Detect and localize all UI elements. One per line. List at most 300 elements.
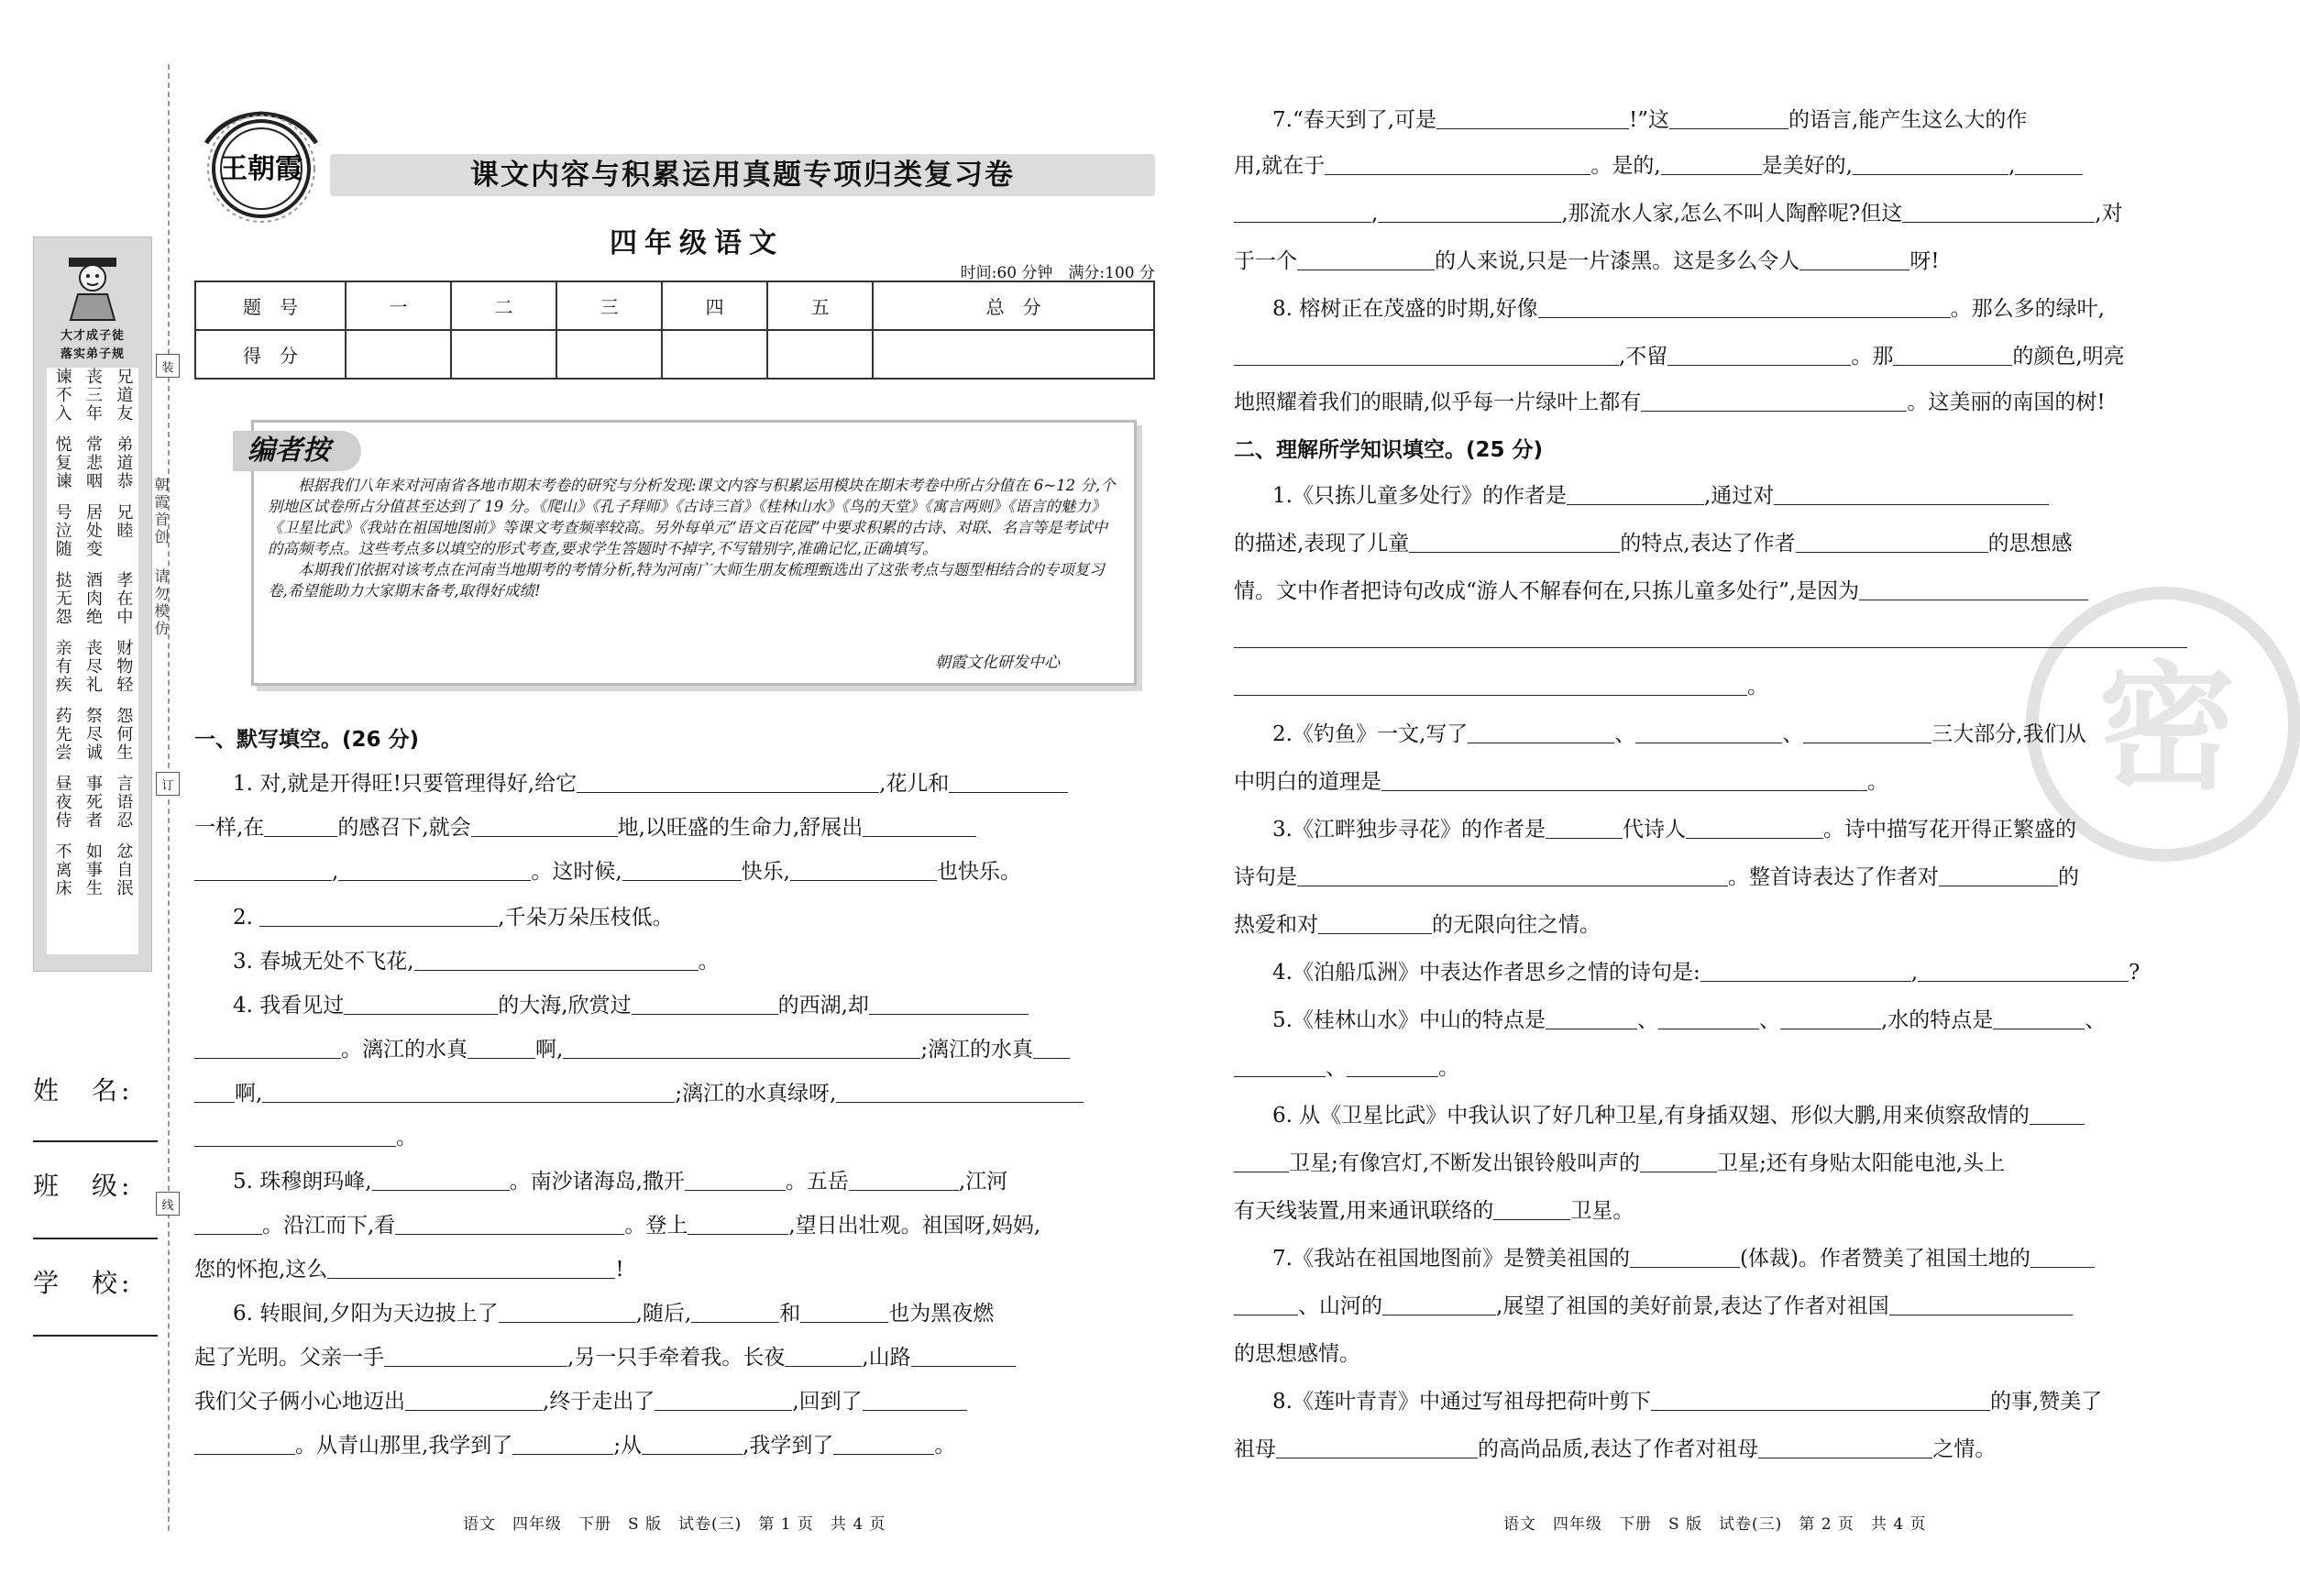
blank[interactable] [1669,108,1788,129]
score-input[interactable] [556,330,662,379]
question-text: 、 [1758,1008,1780,1032]
blank[interactable] [194,1126,396,1147]
blank[interactable] [1780,1008,1881,1029]
question-line [194,1432,955,1459]
question-text: ,江河 [958,1170,1008,1194]
question-line [233,770,1068,798]
blank[interactable] [1803,722,1931,743]
question-line [194,1124,417,1151]
blank[interactable] [1234,627,2187,648]
blank[interactable] [1409,532,1620,553]
question-text: 4. 我看见过 [233,994,345,1018]
blank[interactable] [1774,484,2049,505]
blank[interactable] [194,1434,295,1455]
blank[interactable] [1033,1038,1070,1059]
question-text: 是美好的, [1761,154,1853,178]
blank[interactable] [833,1434,934,1455]
blank[interactable] [1661,154,1762,175]
question-text: 、 [1782,722,1804,746]
editor-note-tag: 编者按 [233,431,361,471]
name-field[interactable] [33,1140,158,1142]
vertical-note-2: 请勿模仿 [152,568,170,638]
score-cell: 五 [767,281,873,330]
page-footer-right: 语文 四年级 下册 S 版 试卷(三) 第 2 页 共 4 页 [1503,1515,1927,1534]
blank[interactable] [836,1082,1084,1103]
blank[interactable] [1276,1437,1478,1458]
question-text: 的 [2058,865,2079,889]
question-line [1272,816,2076,843]
question-text: 6. 转眼间,夕阳为天边披上了 [233,1302,499,1326]
question-text: 的大海,欣赏过 [498,994,632,1018]
question-text: !”这 [1629,108,1670,132]
question-text: 。 [1438,1056,1459,1080]
blank[interactable] [790,860,937,881]
editor-note-signature: 朝霞文化研发中心 [935,654,1060,672]
blank[interactable] [949,772,1068,793]
motto-text: 丧尽礼 [83,639,103,694]
question-text: 热爱和对 [1234,913,1318,937]
question-line [1234,1436,1996,1463]
question-text: 地,以旺盛的生命力,舒展出 [617,816,864,840]
logo-text: 王朝霞 [220,153,303,185]
question-text: 。是的, [1590,154,1661,178]
question-text: 啊, [235,1082,263,1106]
blank[interactable] [344,994,498,1015]
question-line [1272,1245,2095,1272]
motto-text: 亲有疾 [52,639,72,694]
question-text: ,花儿和 [879,772,950,796]
question-line [233,948,720,975]
motto-text: 挞无怨 [52,571,72,626]
score-cell: 二 [451,281,556,330]
blank[interactable] [911,1346,1016,1367]
question-text: 。南沙诸海岛,撒开 [509,1170,685,1194]
question-text: 您的怀抱,这么 [194,1258,328,1282]
question-text: 。 [934,1434,956,1458]
question-text: ,另一只手牵着我。长夜 [567,1346,786,1370]
blank[interactable] [1799,249,1909,270]
blank[interactable] [395,1214,624,1235]
score-header-row [195,281,1154,330]
question-text: 、 [1636,1008,1658,1032]
binder-mark: 线 [156,1192,180,1216]
score-input[interactable] [346,330,451,379]
motto-text: 如事生 [83,842,103,897]
question-line [1234,1150,2005,1177]
blank[interactable] [1796,532,1988,553]
blank[interactable] [264,816,337,837]
question-line [1234,200,2123,227]
motto-title-1: 大才成子徒 [60,329,125,343]
question-text: , [1910,961,1919,985]
blank[interactable] [1546,818,1623,839]
motto-text: 事死者 [83,775,103,830]
motto-text: 忿自泯 [114,842,134,897]
blank[interactable] [1859,579,2088,600]
score-table [194,281,1155,380]
motto-text: 居处变 [83,503,103,558]
question-text: 的无限向往之情。 [1432,913,1601,937]
question-text: 呀! [1909,249,1940,273]
question-text: 也为黑夜燃 [888,1302,995,1326]
blank[interactable] [194,1214,262,1235]
question-text: 8. 榕树正在茂盛的时期,好像 [1272,297,1538,321]
question-line [1234,673,1768,700]
motto-group [47,571,138,626]
question-line [1234,248,1940,275]
question-text: 6. 从《卫星比武》中我认识了好几种卫星,有身插双翅、形似大鹏,用来侦察敌情的 [1272,1104,2030,1128]
motto-text: 药先尝 [52,707,72,762]
score-input[interactable] [451,330,556,379]
school-label: 学 校: [33,1268,134,1298]
brand-logo [188,106,335,226]
question-line [1234,1054,1459,1082]
blank[interactable] [869,994,1029,1015]
page-title: 课文内容与积累运用真题专项归类复习卷 [470,159,1015,192]
question-line [1272,295,2105,323]
motto-title-2: 落实弟子规 [60,347,125,361]
question-text: ,展望了祖国的美好前景,表达了作者对祖国 [1496,1294,1889,1318]
blank[interactable] [384,1346,567,1367]
blank[interactable] [1297,865,1728,886]
question-text: 、 [1326,1056,1347,1080]
blank[interactable] [1234,1294,1298,1315]
motto-text: 酒肉绝 [83,571,103,626]
question-text: 的描述,表现了儿童 [1234,532,1410,556]
motto-text: 怨何生 [114,707,134,762]
blank[interactable] [262,1082,675,1103]
question-text: 的感召下,就会 [337,816,471,840]
blank[interactable] [414,950,699,971]
question-text: 起了光明。父亲一手 [194,1346,384,1370]
blank[interactable] [1640,1151,1717,1172]
question-line [194,1036,1070,1063]
question-text: 也快乐。 [936,860,1021,884]
subject-title: 四年级语文 [610,227,784,259]
blank[interactable] [1538,297,1951,318]
question-text: 地照耀着我们的眼睛,似乎每一片绿叶上都有 [1234,391,1642,414]
question-text: , [1371,202,1379,226]
question-line [233,904,674,931]
motto-text: 昼夜侍 [52,775,72,830]
blank[interactable] [1234,202,1371,223]
score-input[interactable] [767,330,873,379]
section2-heading: 二、理解所学知识填空。(25 分) [1234,438,1544,462]
question-text: 情。文中作者把诗句改成“游人不解春何在,只拣儿童多处行”,是因为 [1234,579,1860,603]
question-text: 3. 春城无处不飞花, [233,950,414,974]
question-text: 3.《江畔独步寻花》的作者是 [1272,818,1546,842]
binder-mark: 装 [156,354,180,378]
question-text: 之情。 [1932,1437,1997,1461]
motto-text: 孝在中 [114,571,134,626]
question-text: ,终于走出了 [543,1390,655,1414]
question-text: 的思想感 [1987,532,2073,556]
question-line [1234,343,2125,370]
question-text: ,那流水人家,怎么不叫人陶醉呢?但这 [1561,202,1903,226]
question-text: 2.《钓鱼》一文,写了 [1272,722,1469,746]
blank[interactable] [194,860,332,881]
blank[interactable] [685,1170,786,1191]
question-text: 三大部分,我们从 [1931,722,2086,746]
blank[interactable] [1567,484,1704,505]
blank[interactable] [1686,818,1823,839]
question-text: 快乐, [741,860,790,884]
motto-group [47,639,138,694]
blank[interactable] [691,1302,779,1323]
motto-text: 言语忍 [114,775,134,830]
blank[interactable] [1893,345,2012,366]
question-text: 我们父子俩小心地迈出 [194,1390,405,1414]
blank[interactable] [338,860,531,881]
question-text: 。这美丽的南国的树! [1907,391,2106,414]
binding-dashed-line [168,64,170,1531]
blank[interactable] [1493,1199,1570,1220]
question-text: 。那么多的绿叶, [1950,297,2105,321]
editor-note-para: 本期我们依据对该考点在河南当地期考的考情分析,特为河南广大师生朋友梳理甄选出了这张考点与题型相结合的专项复习卷,希望能助力大家期末备考,取得好成绩! [268,561,1105,600]
blank[interactable] [1700,961,1911,982]
blank[interactable] [1234,1056,1326,1077]
blank[interactable] [622,860,742,881]
question-line [1272,482,2049,510]
question-line [194,814,976,842]
question-text: 8.《莲叶青青》中通过写祖母把荷叶剪下 [1272,1390,1651,1414]
question-line [194,858,1021,886]
question-text: 的特点,表达了作者 [1620,532,1796,556]
blank[interactable] [863,816,976,837]
question-line [194,1080,1084,1107]
blank[interactable] [194,1082,235,1103]
class-label: 班 级: [33,1171,134,1201]
question-text: 7.《我站在祖国地图前》是赞美祖国的 [1272,1247,1630,1271]
blank[interactable] [405,1390,543,1411]
blank[interactable] [1325,154,1590,175]
question-line [1272,721,2086,748]
blank[interactable] [655,1390,792,1411]
question-text: 1.《只拣儿童多处行》的作者是 [1272,484,1567,508]
question-text: ;漓江的水真绿呀, [675,1082,837,1106]
question-text: , [2008,154,2016,178]
editor-note-para: 根据我们八年来对河南省各地市期末考卷的研究与分析发现:课文内容与积累运用模块在期末考卷中所占分值在 6~12 分,个别地区试卷所占分值甚至达到了 19 分。《爬山》《孔子拜师》《古诗三首》《桂林山水》《鸟的天堂》《寓言两则》《语言的魅力》《卫星比武》《我站在祖国地图前》等课文考查频率较高。另外每单元“语文百花园”中要求积累的古诗、对联、名言等是考试中的高频考点。这些考点多以填空的形式考查,要求学生答题时不掉字,不写错别字,准确记忆,正确填写。 [268,477,1116,557]
motto-group [47,707,138,762]
score-input[interactable] [662,330,767,379]
question-text: 一样,在 [194,816,265,840]
blank[interactable] [1378,202,1561,223]
editor-note-body [268,475,1120,601]
school-field[interactable] [33,1335,158,1337]
question-text: 的事,赞美了 [1989,1390,2103,1414]
blank[interactable] [577,772,879,793]
name-label: 姓 名: [33,1075,134,1106]
question-text: 中明白的道理是 [1234,770,1381,794]
question-text: 。 [1747,675,1768,699]
blank[interactable] [785,1346,862,1367]
blank[interactable] [2015,154,2083,175]
motto-panel [33,237,152,972]
question-line [1234,389,2106,416]
score-cell: 四 [662,281,767,330]
question-line [1272,1102,2085,1129]
blank[interactable] [642,1434,743,1455]
question-line [194,1388,967,1415]
blank[interactable] [194,1038,341,1059]
question-line [1272,1007,2106,1034]
blank[interactable] [1234,1151,1289,1172]
question-text: ;从 [613,1434,643,1458]
motto-text: 财物轻 [114,639,134,694]
blank[interactable] [632,994,778,1015]
motto-text: 兄睦 [114,503,134,540]
question-line [194,1212,1040,1239]
motto-text: 弟道恭 [114,435,134,490]
question-text: ,山路 [862,1346,911,1370]
binder-mark: 订 [156,772,180,796]
motto-group [47,435,138,490]
question-text: ;漓江的水真 [920,1038,1034,1062]
blank[interactable] [1347,1056,1438,1077]
question-text: 于一个 [1234,249,1297,273]
motto-group [47,842,138,897]
blank[interactable] [1853,154,2008,175]
question-text: 。登上 [624,1214,688,1238]
question-text: 和 [779,1302,801,1326]
question-text: 。五岳 [785,1170,849,1194]
blank[interactable] [471,816,618,837]
question-text: 卫星;有像宫灯,不断发出银铃般叫声的 [1289,1151,1641,1175]
motto-text: 丧三年 [83,368,103,423]
question-line [1234,1197,1634,1225]
motto-text: 谏不入 [52,368,72,423]
question-text: 的语言,能产生这么大的作 [1788,108,2028,132]
question-text: 有天线装置,用来通讯联络的 [1234,1199,1494,1223]
question-line [233,1300,994,1327]
question-text: 的西湖,却 [777,994,869,1018]
blank[interactable] [863,1390,967,1411]
blank[interactable] [1918,961,2129,982]
blank[interactable] [1630,1247,1740,1268]
question-text: 、 [2085,1008,2107,1032]
motto-text: 兄道友 [114,368,134,423]
question-text: ,回到了 [792,1390,863,1414]
motto-text: 号泣随 [52,503,72,558]
question-line [1234,578,2088,605]
blank[interactable] [1468,722,1614,743]
blank[interactable] [1939,865,2058,886]
blank[interactable] [2030,1104,2085,1125]
question-text: ,水的特点是 [1880,1008,1994,1032]
question-text: 。沿江而下,看 [262,1214,396,1238]
question-text: 、 [1614,722,1636,746]
section1-heading: 一、默写填空。(26 分) [194,728,420,752]
blank[interactable] [1318,913,1432,934]
question-text: 。 [1867,770,1888,794]
blank[interactable] [1651,1390,1990,1411]
page-footer-left: 语文 四年级 下册 S 版 试卷(三) 第 1 页 共 4 页 [463,1515,886,1534]
question-line [194,1256,624,1283]
blank[interactable] [1382,1294,1496,1315]
time-info: 时间:60 分钟 满分:100 分 [960,264,1155,282]
blank[interactable] [1381,770,1867,791]
blank[interactable] [1641,391,1907,412]
score-cell: 三 [556,281,662,330]
score-cell: 一 [346,281,451,330]
question-text: 祖母 [1234,1437,1276,1461]
question-text: 。从青山那里,我学到了 [295,1434,513,1458]
blank[interactable] [1758,1437,1932,1458]
blank[interactable] [1658,1008,1759,1029]
question-text: 5.《桂林山水》中山的特点是 [1272,1008,1546,1032]
blank[interactable] [1902,202,2095,223]
question-text: 。漓江的水真 [341,1038,468,1062]
motto-columns [47,368,138,954]
question-text: 。这时候, [531,860,622,884]
question-text: 的高尚品质,表达了作者对祖母 [1478,1437,1759,1461]
question-line [1234,768,1888,796]
score-input[interactable] [873,330,1154,379]
scholar-figure-icon [56,248,129,322]
watermark-char: 密 [2097,647,2236,809]
question-text: 用,就在于 [1234,154,1326,178]
motto-text: 不离床 [52,842,72,897]
question-text: ! [615,1258,624,1282]
class-field[interactable] [33,1238,158,1239]
question-line [233,1168,1007,1195]
question-text: 2. [233,906,253,930]
score-cell: 总 分 [873,281,1154,330]
motto-text: 祭尽诚 [83,707,103,762]
blank[interactable] [1635,722,1782,743]
question-text: 。整首诗表达了作者对 [1728,865,1939,889]
question-text: (体裁)。作者赞美了祖国土地的 [1739,1247,2030,1271]
score-cell: 得 分 [195,330,346,379]
question-text: 的人来说,只是一片漆黑。这是多么令人 [1435,249,1800,273]
blank[interactable] [1234,675,1747,696]
question-text: 卫星;还有身贴太阳能电池,头上 [1717,1151,2006,1175]
blank[interactable] [1993,1008,2085,1029]
blank[interactable] [800,1302,888,1323]
blank[interactable] [2030,1247,2095,1268]
blank[interactable] [1889,1294,2073,1315]
blank[interactable] [1297,249,1435,270]
question-text: , [332,860,339,884]
blank[interactable] [468,1038,535,1059]
blank[interactable] [259,906,498,927]
question-line [1272,1388,2102,1415]
blank[interactable] [327,1258,615,1279]
blank[interactable] [563,1038,920,1059]
question-text: 。诗中描写花开得正繁盛的 [1822,818,2076,842]
blank[interactable] [1436,108,1629,129]
blank[interactable] [1667,345,1851,366]
blank[interactable] [1546,1008,1637,1029]
question-text: ,望日出壮观。祖国呀,妈妈, [788,1214,1041,1238]
blank[interactable] [372,1170,510,1191]
question-text: 、山河的 [1298,1294,1382,1318]
blank[interactable] [512,1434,613,1455]
blank[interactable] [688,1214,788,1235]
score-value-row [195,330,1154,379]
blank[interactable] [849,1170,959,1191]
question-text: 。 [396,1126,417,1150]
question-line [233,992,1029,1019]
question-line [1234,530,2073,557]
blank[interactable] [1234,345,1619,366]
question-text: ,对 [2095,202,2123,226]
question-text: ,不留 [1619,345,1668,369]
vertical-note-1: 朝霞首创 [152,477,170,546]
question-line [194,1344,1016,1371]
question-line [1234,864,2079,891]
blank[interactable] [499,1302,636,1323]
